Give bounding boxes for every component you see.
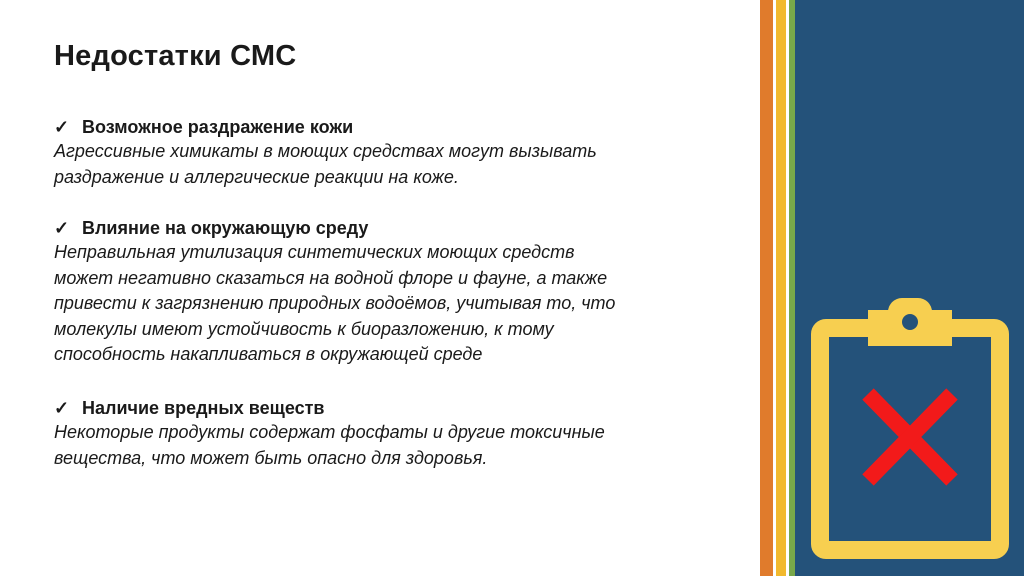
list-item-environment <box>54 216 754 368</box>
slide-title: Недостатки СМС <box>54 40 297 72</box>
slide-content <box>54 0 754 576</box>
clipboard-x-icon <box>810 298 1010 560</box>
item-description: Некоторые продукты содержат фосфаты и другие токсичные вещества, что может быть опасно для здоровья. <box>54 422 605 468</box>
checkmark-icon: ✓ <box>54 398 70 418</box>
item-heading-text: Наличие вредных веществ <box>82 398 325 418</box>
item-description: Агрессивные химикаты в моющих средствах могут вызывать раздражение и аллергические реакции на коже. <box>54 141 597 187</box>
checkmark-icon: ✓ <box>54 218 70 238</box>
item-heading-text: Возможное раздражение кожи <box>82 117 354 137</box>
item-heading <box>54 115 754 139</box>
checkmark-icon: ✓ <box>54 117 70 137</box>
item-heading <box>54 216 754 240</box>
list-item-harmful-substances <box>54 396 754 471</box>
stripe-orange <box>760 0 773 576</box>
item-description: Неправильная утилизация синтетических моющих средств может негативно сказаться на водной флоре и фауне, а также привести к загрязнению природных водоёмов, учитывая то, что молекулы имеют устойчивость к биоразложению, к тому способность накапливаться в окружающей среде <box>54 242 616 364</box>
item-heading <box>54 396 754 420</box>
stripe-yellow <box>776 0 786 576</box>
list-item-skin-irritation <box>54 115 754 190</box>
item-heading-text: Влияние на окружающую среду <box>82 218 369 238</box>
